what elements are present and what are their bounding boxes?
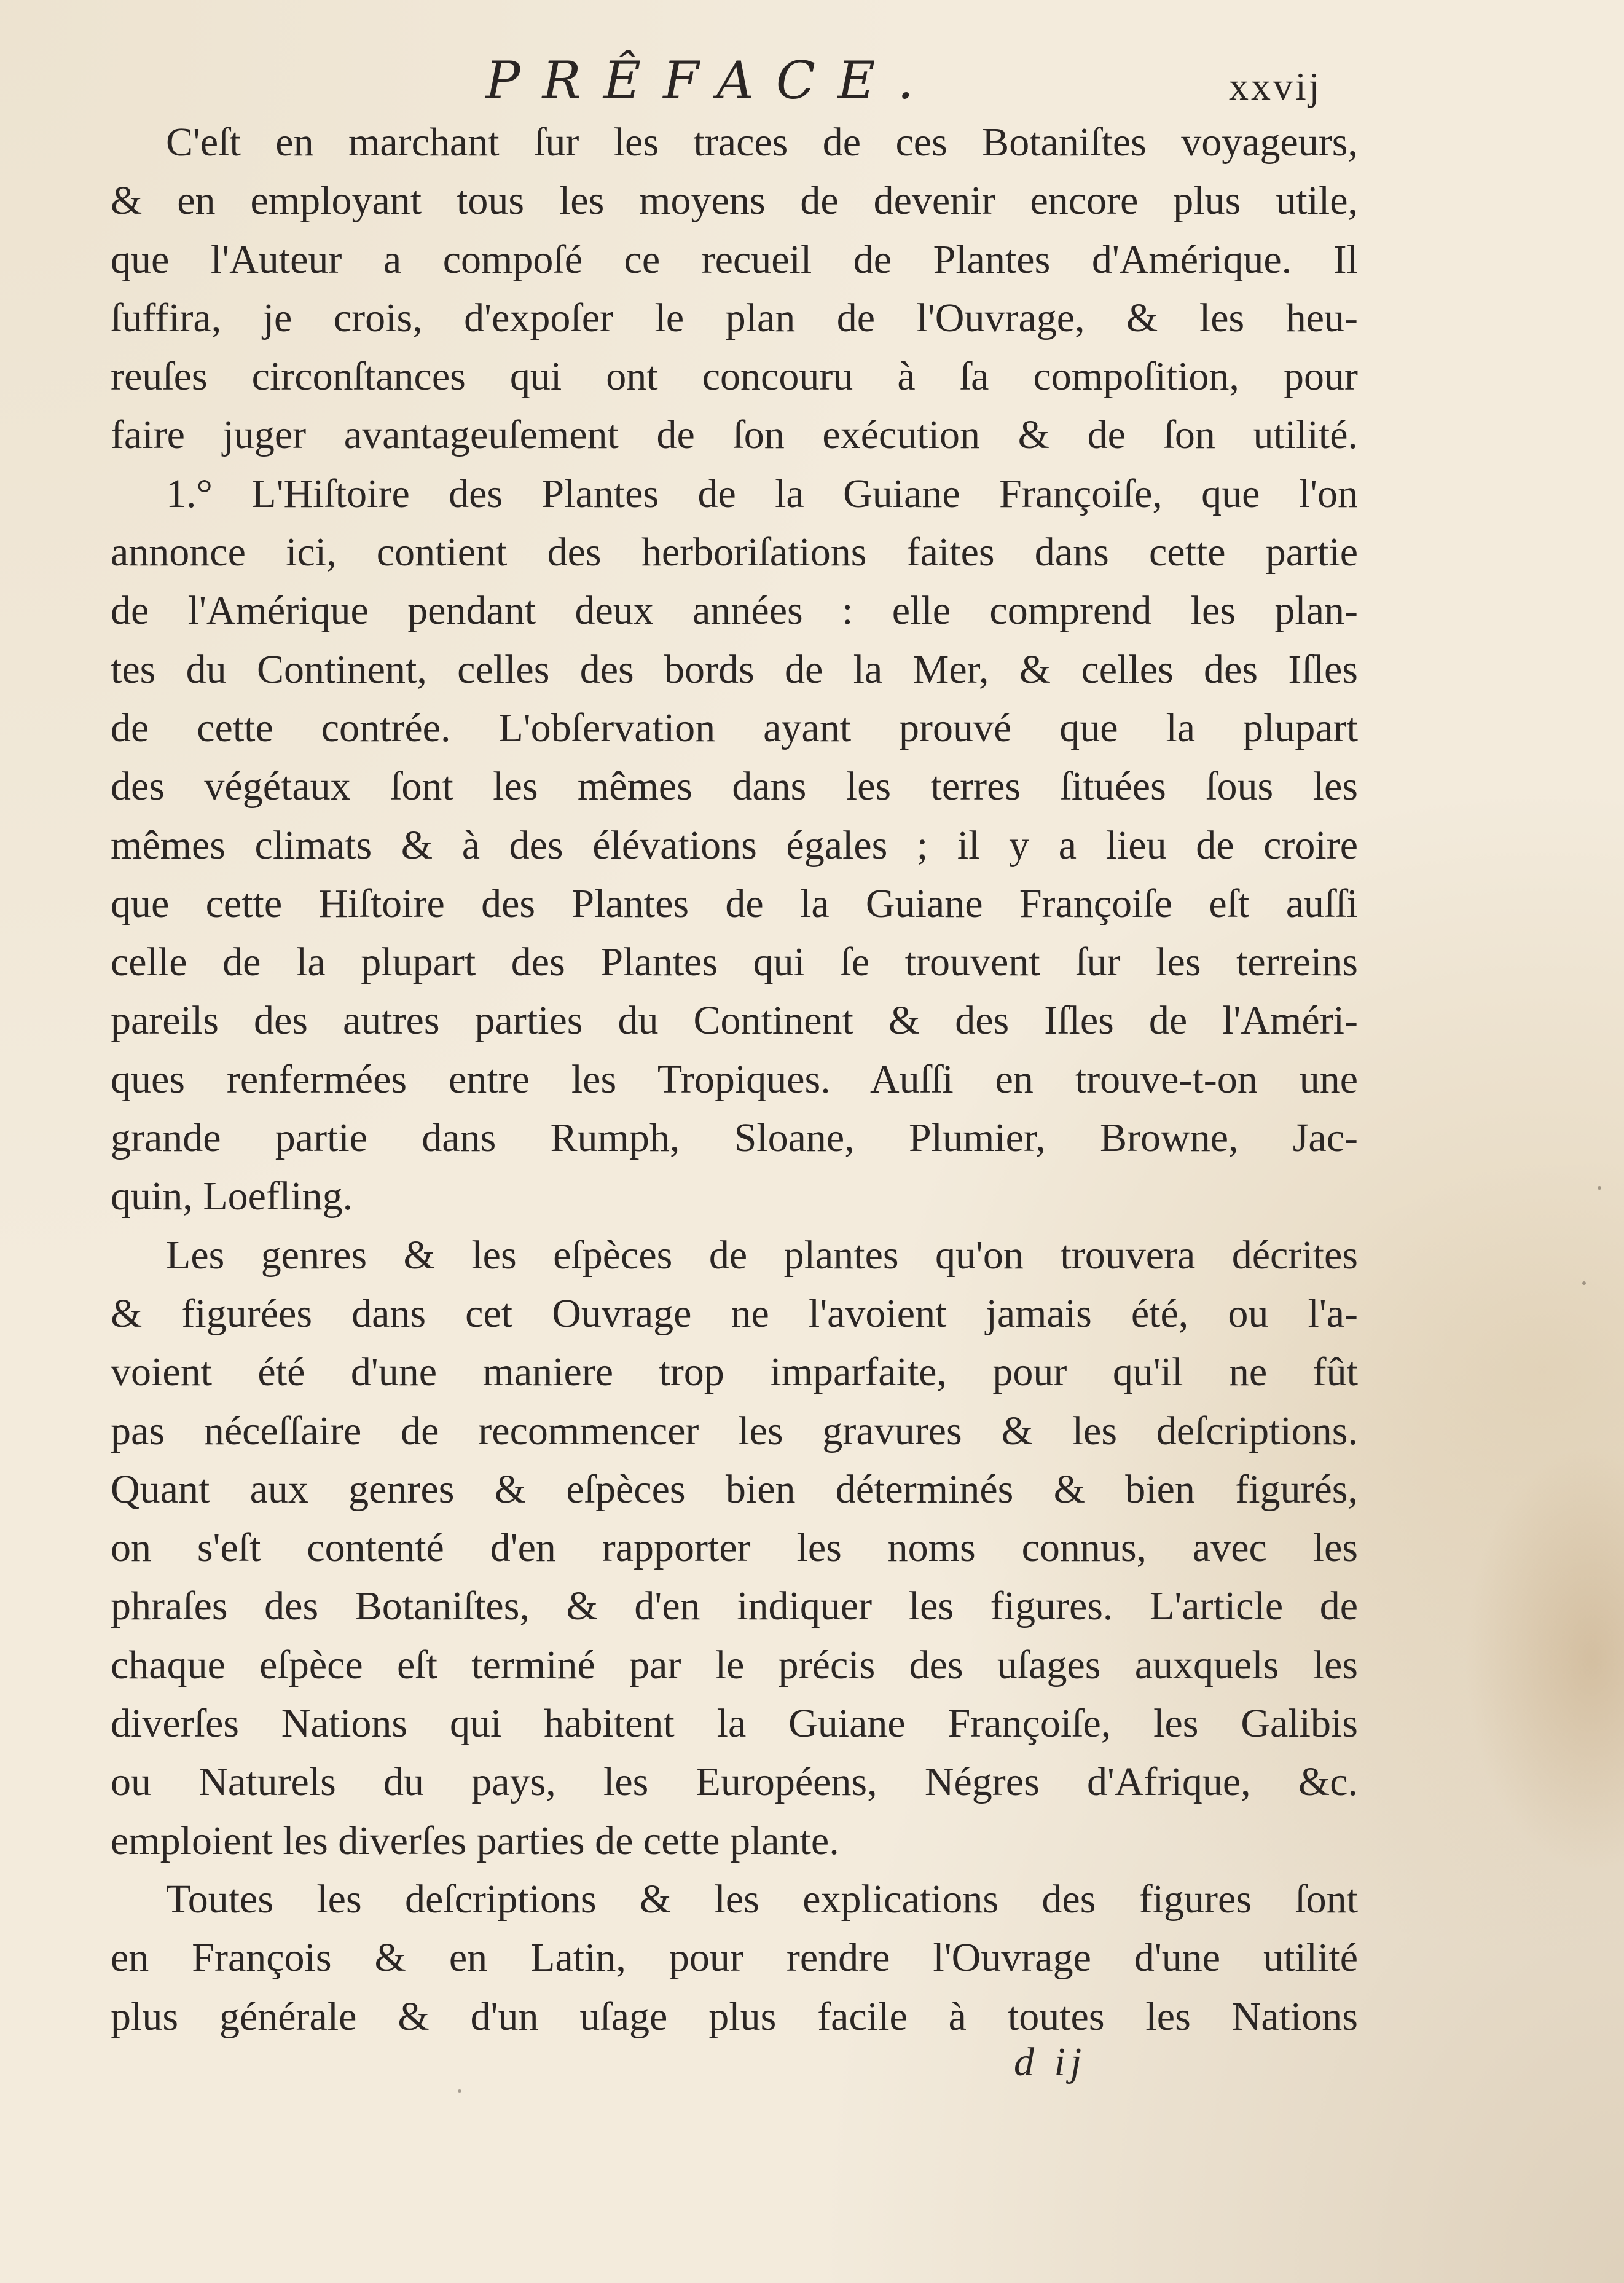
text-line: Toutes les deſcriptions & les explications des figures ſont bbox=[166, 1876, 1358, 1922]
text-line: ou Naturels du pays, les Européens, Négres d'Afrique, &c. bbox=[111, 1759, 1358, 1805]
text-line: Quant aux genres & eſpèces bien déterminés & bien figurés, bbox=[111, 1466, 1358, 1512]
paper-speck bbox=[1598, 1186, 1601, 1190]
text-line: de l'Amérique pendant deux années : elle comprend les plan- bbox=[111, 588, 1358, 634]
text-line: plus générale & d'un uſage plus facile à toutes les Nations bbox=[111, 1994, 1358, 2039]
paper-speck bbox=[458, 2089, 461, 2093]
page-header-title: PRÊFACE. bbox=[485, 50, 936, 111]
text-line: mêmes climats & à des élévations égales ; il y a lieu de croire bbox=[111, 822, 1358, 868]
text-line: phraſes des Botaniſtes, & d'en indiquer les figures. L'article de bbox=[111, 1584, 1358, 1629]
text-line: & en employant tous les moyens de devenir encore plus utile, bbox=[111, 178, 1358, 224]
text-line: en François & en Latin, pour rendre l'Ouvrage d'une utilité bbox=[111, 1935, 1358, 1981]
text-line: de cette contrée. L'obſervation ayant prouvé que la plupart bbox=[111, 705, 1358, 750]
paper-speck bbox=[1582, 1281, 1586, 1285]
text-line: ſuffira, je crois, d'expoſer le plan de l'Ouvrage, & les heu- bbox=[111, 295, 1358, 340]
text-line: voient été d'une maniere trop imparfaite, pour qu'il ne fût bbox=[111, 1350, 1358, 1395]
text-line: & figurées dans cet Ouvrage ne l'avoient jamais été, ou l'a- bbox=[111, 1291, 1358, 1336]
text-line: tes du Continent, celles des bords de la Mer, & celles des Iſles bbox=[111, 646, 1358, 692]
text-line: quin, Loefling. bbox=[111, 1174, 353, 1219]
text-line: annonce ici, contient des herboriſations faites dans cette partie bbox=[111, 530, 1358, 575]
body-text bbox=[111, 113, 1358, 2046]
text-line: grande partie dans Rumph, Sloane, Plumier, Browne, Jac- bbox=[111, 1115, 1358, 1161]
text-line: emploient les diverſes parties de cette plante. bbox=[111, 1818, 839, 1863]
signature-mark: d ij bbox=[1014, 2040, 1087, 2085]
text-line: faire juger avantageuſement de ſon exécution & de ſon utilité. bbox=[111, 412, 1358, 458]
page-number: xxvij bbox=[1229, 65, 1322, 108]
text-line: que cette Hiſtoire des Plantes de la Guiane Françoiſe eſt auſſi bbox=[111, 881, 1358, 926]
text-line: celle de la plupart des Plantes qui ſe trouvent ſur les terreins bbox=[111, 940, 1358, 985]
text-line: des végétaux ſont les mêmes dans les terres ſituées ſous les bbox=[111, 764, 1358, 809]
paper-stain bbox=[1464, 1444, 1624, 1874]
text-line: 1.° L'Hiſtoire des Plantes de la Guiane Françoiſe, que l'on bbox=[166, 471, 1358, 516]
text-line: C'eſt en marchant ſur les traces de ces Botaniſtes voyageurs, bbox=[166, 120, 1358, 165]
text-line: ques renfermées entre les Tropiques. Auſſi en trouve-t-on une bbox=[111, 1056, 1358, 1102]
text-line: chaque eſpèce eſt terminé par le précis des uſages auxquels les bbox=[111, 1642, 1358, 1688]
text-line: diverſes Nations qui habitent la Guiane Françoiſe, les Galibis bbox=[111, 1701, 1358, 1747]
text-line: pas néceſſaire de recommencer les gravures & les deſcriptions. bbox=[111, 1408, 1358, 1453]
text-line: reuſes circonſtances qui ont concouru à ſa compoſition, pour bbox=[111, 354, 1358, 399]
text-line: pareils des autres parties du Continent & des Iſles de l'Améri- bbox=[111, 998, 1358, 1043]
text-line: on s'eſt contenté d'en rapporter les noms connus, avec les bbox=[111, 1525, 1358, 1571]
text-line: que l'Auteur a compoſé ce recueil de Plantes d'Amérique. Il bbox=[111, 237, 1358, 282]
text-line: Les genres & les eſpèces de plantes qu'on trouvera décrites bbox=[166, 1232, 1358, 1278]
